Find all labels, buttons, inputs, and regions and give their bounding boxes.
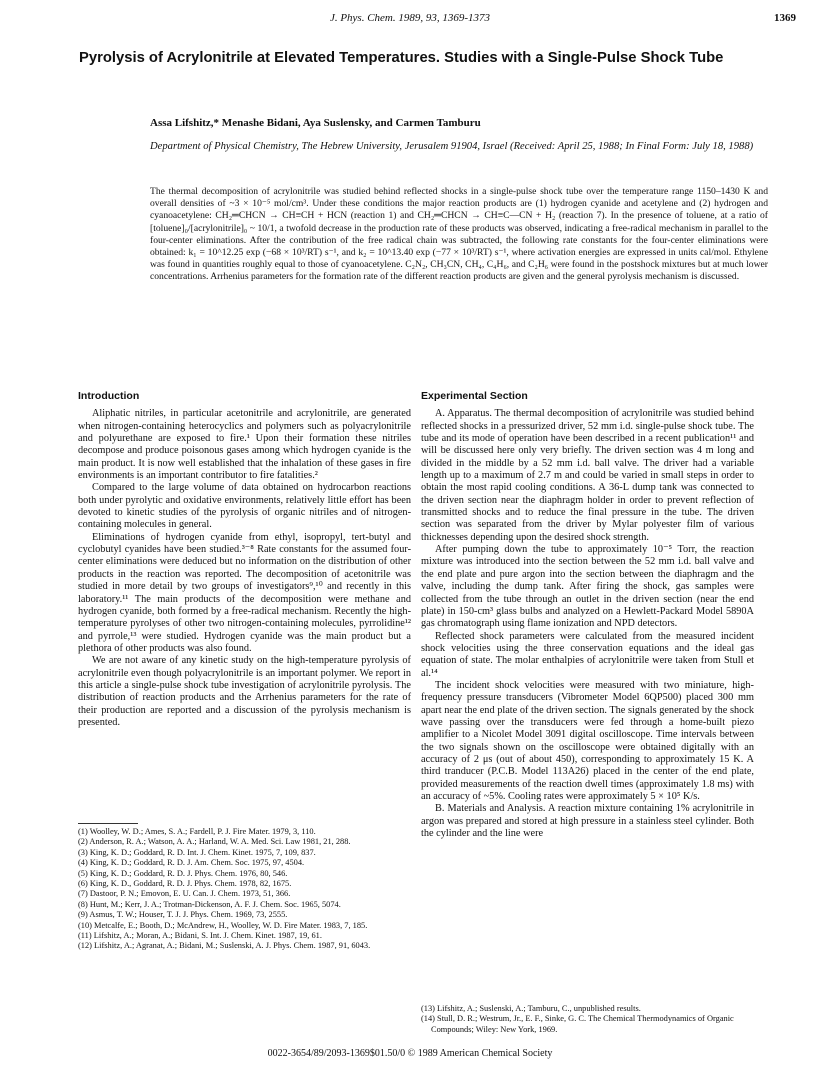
paragraph: Aliphatic nitriles, in particular acetonitrile and acrylonitrile, are generated when nitrogen-containing heterocyclics and polymers such as polyacrylonitrile and polyurethane are exposed to fire.¹ Upon their formation these nitriles decompose and produce poisonous gases among which hydrogen cyanide is the main product. It is now well established that the inhalation of these gases in fire environments is an important contributor to fire fatalities.²: [78, 408, 411, 482]
paragraph: Eliminations of hydrogen cyanide from ethyl, isopropyl, tert-butyl and cyclobutyl cyanides have been studied.³⁻⁸ Rate constants for the assumed four-center eliminations were deduced but no information on the distribution of other products in the reaction was reported. The decomposition of acetonitrile was studied in more detail by two groups of investigators⁹,¹⁰ and recently in this laboratory.¹¹ The main products of the decomposition were methane and hydrogen cyanide, both formed by a free-radical mechanism. Recently the high-temperature pyrolyses of other two nitrogen-containing molecules, pyrrolidine¹² and pyrrole,¹³ were studied. Hydrogen cyanide was the main product but a plethora of other products was also found.: [78, 531, 411, 654]
abstract: [150, 186, 768, 284]
reference-item: (10) Metcalfe, E.; Booth, D.; McAndrew, H., Woolley, W. D. Fire Mater. 1983, 7, 185.: [78, 920, 368, 930]
abstract-text: The thermal decomposition of acrylonitrile was studied behind reflected shocks in a single-pulse shock tube over the temperature range 1150–1430 K and overall densities of ~3 × 10⁻⁵ mol/cm³. Under these conditions the major reaction products are (1) hydrogen cyanide and acetylene and (2) hydrogen and cyanoacetylene: CH₂═CHCN → CH≡CH + HCN (reaction 1) and CH₂═CHCN → CH≡C—CN + H₂ (reaction 7). In the presence of toluene, at a ratio of [toluene]₀/[acrylonitrile]₀ ~ 10/1, a twofold decrease in the production rate of these products was observed, indicating a free-radical mechanism in parallel to the four-center eliminations. After the contribution of the free radical chain was subtracted, the following rate constants for the four-center eliminations were obtained: k₁ = 10^12.25 exp (−68 × 10³/RT) s⁻¹, and k₂ = 10^13.40 exp (−77 × 10³/RT) s⁻¹, where activation energies are expressed in units cal/mol. Ethylene was found in quantities roughly equal to those of cyanoacetylene. C₂N₂, CH₃CN, CH₄, C₄H₆, and C₂H₆ were found in the postshock mixtures but at much lower concentrations. Arrhenius parameters for the formation rate of the different reaction products are given and the general pyrolysis mechanism is discussed.: [150, 186, 768, 283]
page-footer: 0022-3654/89/2093-1369$01.50/0 © 1989 American Chemical Society: [267, 1048, 553, 1059]
page-number: 1369: [774, 12, 796, 24]
paragraph: The incident shock velocities were measured with two miniature, high-frequency pressure transducers (Vibrometer Model 6QP500) placed 300 mm apart near the end plate of the driven section. The signals generated by the shock wave passing over the transducers were fed through a home-built piezo amplifier to a Nicolet Model 3091 digital oscilloscope. Time intervals between the two signals shown on the oscilloscope were obtained digitally with an accuracy of 2 μs (out of about 450), corresponding to approximately 15 K. A third tranducer (P.C.B. Model 113A26) placed in the center of the end plate, provided measurements of the reaction dwell times (approximately 1.8 ms) with an accuracy of ~5%. Cooling rates were approximately 5 × 10⁵ K/s.: [421, 679, 754, 802]
affiliation: Department of Physical Chemistry, The Hebrew University, Jerusalem 91904, Israel (Received: April 25, 1988; In Final Form: July 18, 1988): [150, 141, 754, 152]
author-list: Assa Lifshitz,* Menashe Bidani, Aya Suslensky, and Carmen Tamburu: [150, 117, 481, 129]
reference-item: (5) King, K. D.; Goddard, R. D. J. Phys. Chem. 1976, 80, 546.: [78, 868, 288, 878]
section-heading: Experimental Section: [421, 390, 528, 402]
references-right: [421, 1004, 754, 1035]
experimental-section: [421, 390, 754, 840]
paragraph: After pumping down the tube to approximately 10⁻⁵ Torr, the reaction mixture was introduced into the section between the 52 mm i.d. ball valve and the end plate and pure argon into the section between the diaphragm and the valve, including the dump tank. After firing the shock, gas samples were collected from the tube through an outlet in the driven section (near the end plate) in 150-cm³ glass bulbs and analyzed on a Hewlett-Packard Model 5890A gas chromatograph using flame ionization and NPD detectors.: [421, 544, 754, 630]
reference-item: (6) King, K. D., Goddard, R. D. J. Phys. Chem. 1978, 82, 1675.: [78, 879, 292, 889]
paragraph: We are not aware of any kinetic study on the high-temperature pyrolysis of acrylonitrile even though polyacrylonitrile is an important polymer. We report in this article a single-pulse shock tube investigation of acrylonitrile pyrolysis. The distribution of reaction products and the Arrhenius parameters for the rate of their production are reported and a discussion of the pyrolysis mechanism is presented.: [78, 655, 411, 728]
reference-item: (11) Lifshitz, A.; Moran, A.; Bidani, S. Int. J. Chem. Kinet. 1987, 19, 61.: [78, 931, 322, 941]
reference-item: (2) Anderson, R. A.; Watson, A. A.; Harland, W. A. Med. Sci. Law 1981, 21, 288.: [78, 837, 351, 847]
reference-item: (14) Stull, D. R.; Westrum, Jr., E. F., Sinke, G. C. The Chemical Thermodynamics of Organic Compounds; Wiley: New York, 1969.: [421, 1014, 734, 1034]
paragraph: Reflected shock parameters were calculated from the measured incident shock velocities using the three conservation equations and the ideal gas equation of state. The molar enthalpies of acrylonitrile were taken from Stull et al.¹⁴: [421, 630, 754, 679]
section-heading: Introduction: [78, 390, 140, 402]
reference-item: (7) Dastoor, P. N.; Emovon, E. U. Can. J. Chem. 1973, 51, 366.: [78, 889, 291, 899]
references-left: [78, 823, 411, 952]
reference-item: (9) Asmus, T. W.; Houser, T. J. J. Phys. Chem. 1969, 73, 2555.: [78, 910, 288, 920]
paragraph: B. Materials and Analysis. A reaction mixture containing 1% acrylonitrile in argon was prepared and stored at high pressure in a stainless steel cylinder. Both the cylinder and the line were: [421, 803, 754, 840]
reference-item: (13) Lifshitz, A.; Suslenski, A.; Tamburu, C., unpublished results.: [421, 1004, 641, 1013]
paragraph: A. Apparatus. The thermal decomposition of acrylonitrile was studied behind reflected shocks in a pressurized driver, 52 mm i.d. single-pulse shock tube. The tube and its mode of operation have been described in a recent publication¹¹ and will be discussed here only very briefly. The driven section was 4 m long and divided in the middle by a 52 mm i.d. ball valve. The driver had a variable length up to a maximum of 2.7 m and could be varied in small steps in order to obtain the most rapid cooling conditions. A 36-L dump tank was connected to the driven section near the diaphragm holder in order to prevent reflection of transmitted shocks and to reduce the final pressure in the tube. The driven section was separated from the driver by Mylar polyester film of various thicknesses depending upon the desired shock strength.: [421, 408, 754, 543]
paragraph: Compared to the large volume of data obtained on hydrocarbon reactions both under pyrolytic and oxidative environments, relatively little effort has been devoted to kinetic studies of the pyrolysis of organic nitriles and of nitrogen-containing molecules in general.: [78, 482, 411, 531]
introduction-section: [78, 390, 411, 729]
article-title: Pyrolysis of Acrylonitrile at Elevated Temperatures. Studies with a Single-Pulse Shock Tube: [79, 50, 724, 66]
footnote-rule: [78, 823, 138, 824]
reference-item: (4) King, K. D.; Goddard, R. D. J. Am. Chem. Soc. 1975, 97, 4504.: [78, 858, 305, 868]
running-header: [0, 12, 820, 30]
reference-item: (1) Woolley, W. D.; Ames, S. A.; Fardell, P. J. Fire Mater. 1979, 3, 110.: [78, 827, 316, 836]
reference-item: (3) King, K. D.; Goddard, R. D. Int. J. Chem. Kinet. 1975, 7, 109, 837.: [78, 847, 316, 857]
journal-citation: J. Phys. Chem. 1989, 93, 1369-1373: [329, 12, 491, 24]
reference-item: (12) Lifshitz, A.; Agranat, A.; Bidani, M.; Suslenski, A. J. Phys. Chem. 1987, 91, 6043.: [78, 941, 371, 951]
reference-item: (8) Hunt, M.; Kerr, J. A.; Trotman-Dickenson, A. F. J. Chem. Soc. 1965, 5074.: [78, 899, 341, 909]
